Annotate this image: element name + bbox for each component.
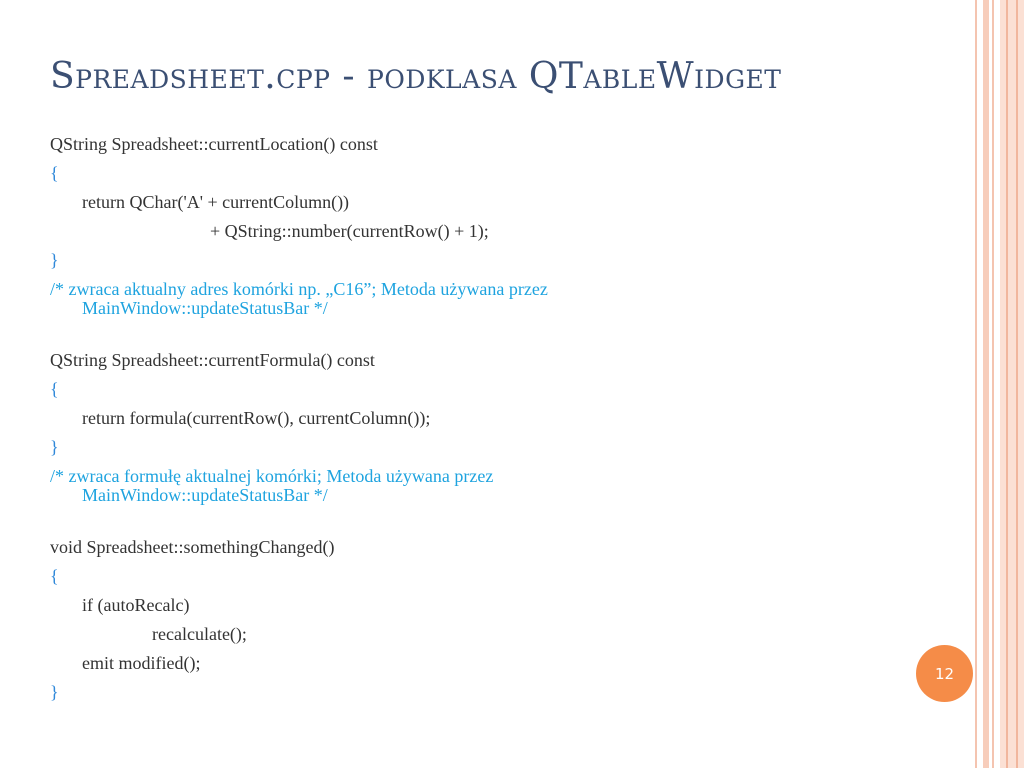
spacer bbox=[50, 513, 930, 533]
decor-stripe bbox=[975, 0, 977, 768]
code-comment bbox=[50, 467, 930, 505]
page-number: 12 bbox=[934, 664, 955, 683]
code-line: + QString::number(currentRow() + 1); bbox=[210, 221, 489, 241]
code-line-signature: void Spreadsheet::somethingChanged() bbox=[50, 537, 335, 557]
code-line: return formula(currentRow(), currentColumn()); bbox=[82, 408, 431, 428]
code-line: if (autoRecalc) bbox=[82, 595, 190, 615]
code-comment-text: /* zwraca formułę aktualnej komórki; Metoda używana przez bbox=[50, 466, 494, 486]
code-comment-text: MainWindow::updateStatusBar */ bbox=[82, 298, 328, 318]
decor-stripe bbox=[1006, 0, 1008, 768]
page-number-badge bbox=[916, 645, 973, 702]
code-line-signature: QString Spreadsheet::currentLocation() const bbox=[50, 134, 378, 154]
code-comment bbox=[50, 280, 930, 318]
decor-stripe bbox=[992, 0, 994, 768]
code-line-open-brace: { bbox=[50, 163, 59, 183]
code-line-close-brace: } bbox=[50, 682, 59, 702]
decor-stripe bbox=[983, 0, 989, 768]
code-line-open-brace: { bbox=[50, 566, 59, 586]
code-line-signature: QString Spreadsheet::currentFormula() const bbox=[50, 350, 375, 370]
code-line: emit modified(); bbox=[82, 653, 201, 673]
slide-title: Spreadsheet.cpp - podklasa QTableWidget bbox=[50, 56, 782, 97]
code-line: return QChar('A' + currentColumn()) bbox=[82, 192, 350, 212]
code-comment-text: MainWindow::updateStatusBar */ bbox=[82, 485, 328, 505]
spacer bbox=[50, 326, 930, 346]
decor-stripe bbox=[1016, 0, 1018, 768]
code-line-close-brace: } bbox=[50, 250, 59, 270]
decor-stripe-band bbox=[1000, 0, 1024, 768]
code-comment-text: /* zwraca aktualny adres komórki np. „C16”; Metoda używana przez bbox=[50, 279, 548, 299]
code-listing bbox=[50, 130, 930, 707]
code-line-close-brace: } bbox=[50, 437, 59, 457]
code-line: recalculate(); bbox=[152, 624, 247, 644]
code-line-open-brace: { bbox=[50, 379, 59, 399]
